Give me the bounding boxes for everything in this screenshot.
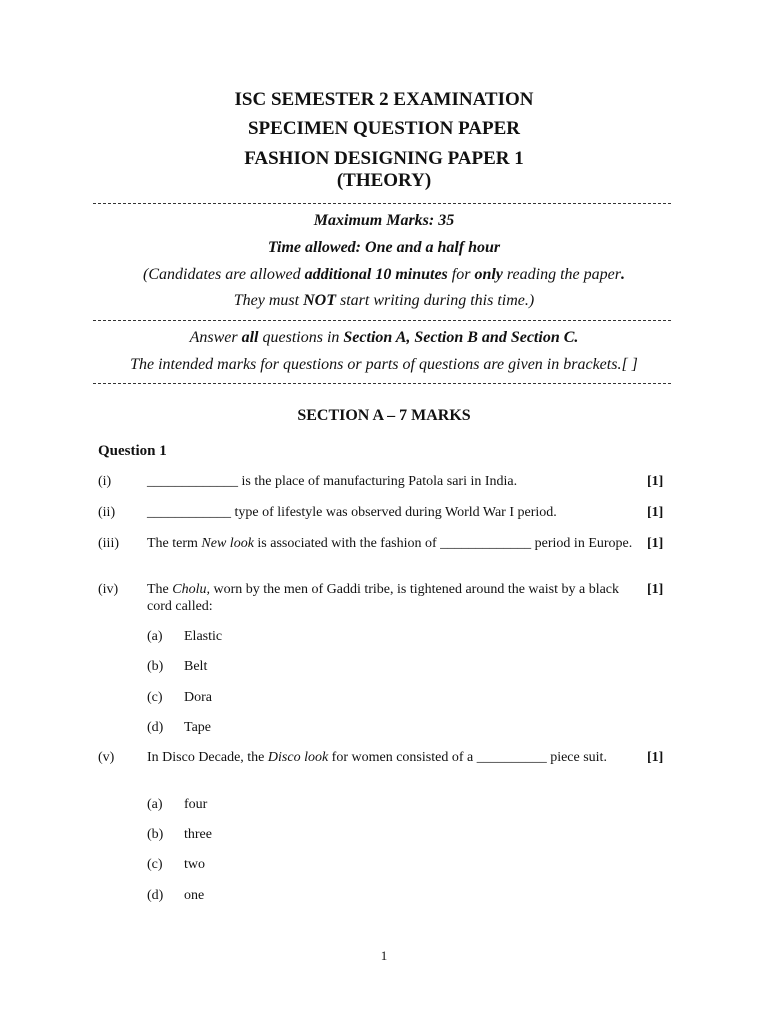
- option-label: (c): [147, 690, 163, 705]
- writing-note: They must NOT start writing during this time.): [233, 292, 535, 309]
- time-allowed: Time allowed: One and a half hour: [267, 239, 501, 256]
- option-text: Dora: [184, 690, 212, 705]
- section-title: SECTION A – 7 MARKS: [297, 407, 471, 424]
- question-number: (iii): [98, 536, 119, 551]
- question-number: (iv): [98, 582, 119, 597]
- marks-badge: [1]: [647, 750, 664, 765]
- option-text: one: [184, 888, 205, 903]
- question-number: (v): [98, 750, 115, 765]
- option-text: two: [184, 857, 205, 872]
- question-text: The Cholu, worn by the men of Gaddi tribe, is tightened around the waist by a black cord called:: [147, 582, 620, 614]
- question-text: ____________ type of lifestyle was observed during World War I period.: [147, 505, 557, 520]
- marks-badge: [1]: [647, 474, 664, 489]
- page-number: 1: [380, 948, 388, 963]
- option-label: (a): [147, 629, 163, 644]
- option-label: (a): [147, 797, 163, 812]
- divider: [93, 203, 671, 204]
- option-text: Elastic: [184, 629, 223, 644]
- option-text: Belt: [184, 659, 208, 674]
- paper-type: SPECIMEN QUESTION PAPER: [247, 118, 520, 139]
- option-label: (c): [147, 857, 163, 872]
- divider: [93, 383, 671, 384]
- exam-title: ISC SEMESTER 2 EXAMINATION: [234, 89, 534, 110]
- marks-note: The intended marks for questions or parts of questions are given in brackets.[ ]: [130, 356, 638, 373]
- option-text: four: [184, 797, 208, 812]
- option-label: (d): [147, 720, 164, 735]
- question-label: Question 1: [98, 443, 167, 459]
- option-label: (b): [147, 659, 164, 674]
- question-number: (i): [98, 474, 112, 489]
- answer-instruction: Answer all questions in Section A, Section B and Section C.: [189, 329, 579, 346]
- marks-badge: [1]: [647, 505, 664, 520]
- question-number: (ii): [98, 505, 116, 520]
- option-label: (d): [147, 888, 164, 903]
- theory-label: (THEORY): [336, 170, 432, 191]
- reading-time-note: (Candidates are allowed additional 10 minutes for only reading the paper.: [143, 266, 625, 283]
- marks-badge: [1]: [647, 582, 664, 597]
- option-label: (b): [147, 827, 164, 842]
- max-marks: Maximum Marks: 35: [313, 212, 455, 229]
- question-text: In Disco Decade, the Disco look for women consisted of a __________ piece suit.: [147, 750, 607, 765]
- marks-badge: [1]: [647, 536, 664, 551]
- option-text: Tape: [184, 720, 212, 735]
- question-text: The term New look is associated with the fashion of _____________ period in Europe.: [147, 536, 633, 551]
- subject-title: FASHION DESIGNING PAPER 1: [244, 148, 524, 169]
- divider: [93, 320, 671, 321]
- question-text: _____________ is the place of manufacturing Patola sari in India.: [147, 474, 518, 489]
- option-text: three: [184, 827, 212, 842]
